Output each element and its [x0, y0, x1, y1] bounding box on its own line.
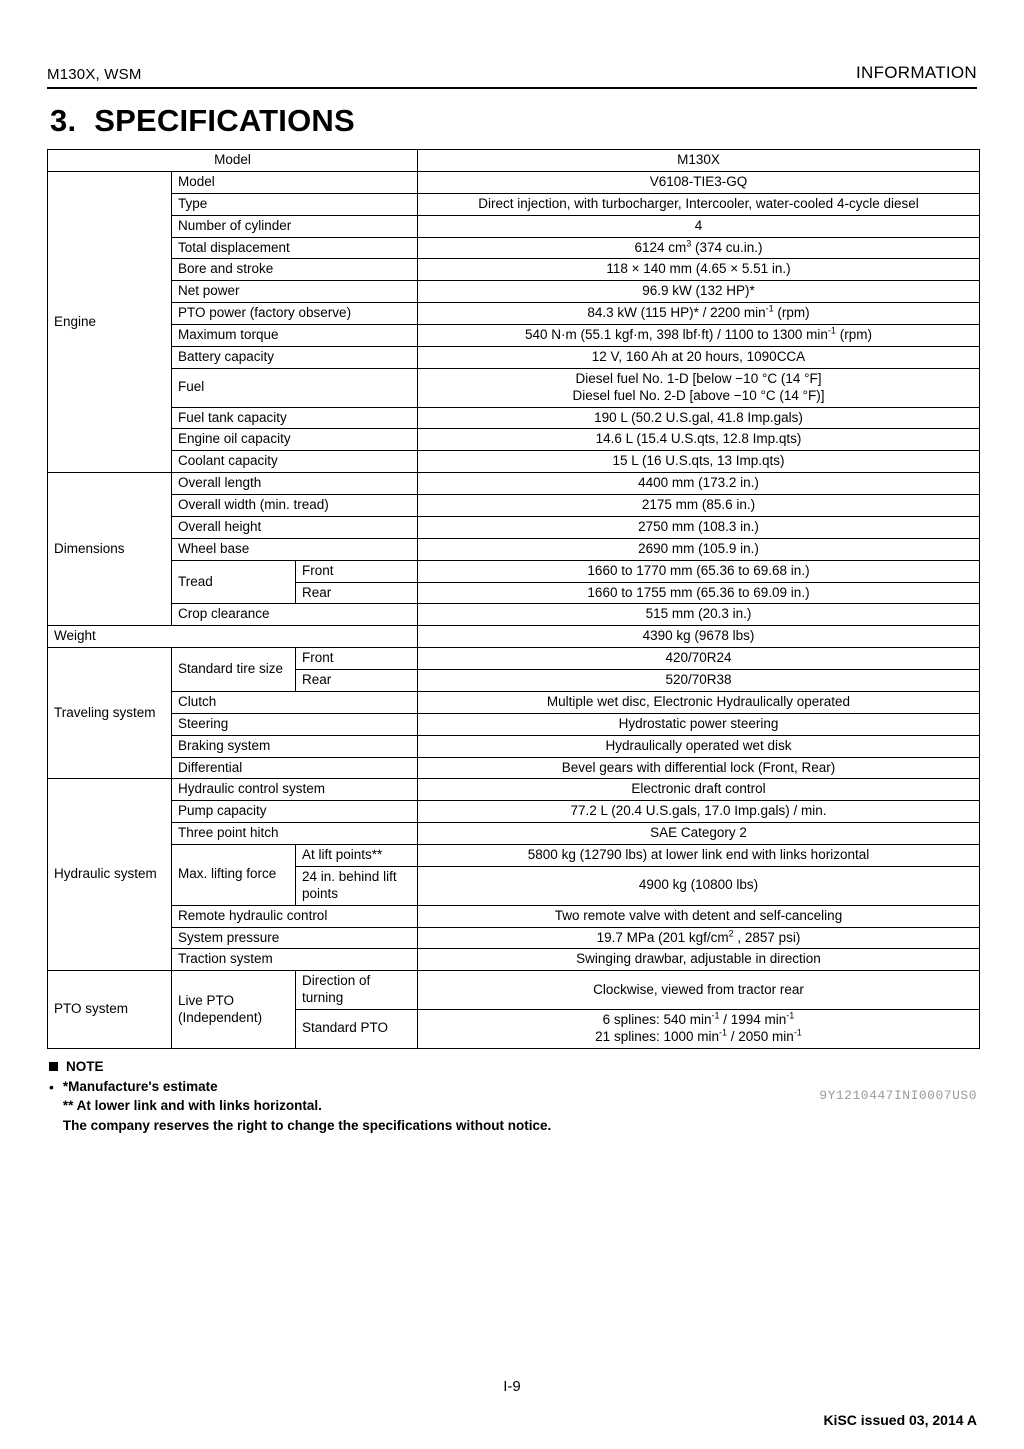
row-value-differential: Bevel gears with differential lock (Front, Rear) [418, 757, 980, 779]
note-content [49, 1077, 979, 1136]
page-number: I-9 [503, 1378, 521, 1395]
table-row [48, 823, 980, 845]
row-label-differential: Differential [172, 757, 418, 779]
row-label-pto-power: PTO power (factory observe) [172, 303, 418, 325]
table-row [48, 538, 980, 560]
table-row [48, 429, 980, 451]
row-value-tire-front: 420/70R24 [418, 648, 980, 670]
table-row [48, 215, 980, 237]
table-row [48, 171, 980, 193]
table-row [48, 495, 980, 517]
note-line-3: The company reserves the right to change the specifications without notice. [62, 1117, 552, 1133]
row-value-standard-pto [418, 1010, 980, 1049]
row-sublabel-behind-lift-points: 24 in. behind lift points [296, 866, 418, 905]
row-value-traction: Swinging drawbar, adjustable in direction [418, 949, 980, 971]
row-value-bore-stroke: 118 × 140 mm (4.65 × 5.51 in.) [418, 259, 980, 281]
group-label-engine: Engine [48, 171, 172, 472]
row-value-battery: 12 V, 160 Ah at 20 hours, 1090CCA [418, 346, 980, 368]
row-value-net-power: 96.9 kW (132 HP)* [418, 281, 980, 303]
row-value-displacement: 6124 $cm^3$ (374 cu.in.) [418, 237, 980, 259]
row-label-steering: Steering [172, 713, 418, 735]
row-value-weight: 4390 kg (9678 lbs) [418, 626, 980, 648]
row-value-max-torque: 540 N·m (55.1 kgf·m, 398 lbf·ft) / 1100 to 1300 $\min^{-1} (rpm)$ [418, 325, 980, 347]
table-row [48, 516, 980, 538]
table-row [48, 713, 980, 735]
table-header-model-label: Model [48, 150, 418, 172]
row-value-coolant: 15 L (16 U.S.qts, 13 Imp.qts) [418, 451, 980, 473]
row-value-clutch: Multiple wet disc, Electronic Hydraulically operated [418, 691, 980, 713]
row-sublabel-tire-front: Front [296, 648, 418, 670]
note-title-text: NOTE [66, 1058, 104, 1074]
row-label-displacement: Total displacement [172, 237, 418, 259]
square-bullet-icon [49, 1062, 58, 1071]
live-pto-line-2: (Independent) [178, 1009, 263, 1025]
table-row [48, 927, 980, 949]
header-section-label: INFORMATION [855, 63, 977, 82]
row-sublabel-at-lift-points: At lift points** [296, 845, 418, 867]
standard-pto-line-1: 6 splines: 540 $\min^{-1} / 1994$ $\min^{-1}$ [602, 1010, 795, 1027]
document-code: 9Y1210447INI0007US0 [819, 1088, 977, 1103]
row-label-lifting-force: Max. lifting force [172, 845, 296, 906]
row-sublabel-standard-pto: Standard PTO [296, 1010, 418, 1049]
table-row [48, 801, 980, 823]
row-value-at-lift-points: 5800 kg (12790 lbs) at lower link end with links horizontal [418, 845, 980, 867]
row-label-cylinders: Number of cylinder [172, 215, 418, 237]
standard-pto-line-2: 21 splines: 1000 $\min^{-1} / 2050$ $\min^{-1}$ [595, 1027, 802, 1044]
table-row [48, 604, 980, 626]
group-label-dimensions: Dimensions [48, 473, 172, 626]
row-label-overall-length: Overall length [172, 473, 418, 495]
row-label-live-pto [172, 971, 296, 1049]
page-title-text: SPECIFICATIONS [94, 103, 355, 138]
row-value-crop-clearance: 515 mm (20.3 in.) [418, 604, 980, 626]
row-label-fuel: Fuel [172, 368, 418, 407]
row-label-overall-width: Overall width (min. tread) [172, 495, 418, 517]
row-label-pump-capacity: Pump capacity [172, 801, 418, 823]
row-label-engine-oil: Engine oil capacity [172, 429, 418, 451]
row-value-fuel [418, 368, 980, 407]
fuel-line-2: Diesel fuel No. 2-D [above −10 °C (14 °F)] [572, 387, 825, 403]
group-label-weight: Weight [48, 626, 418, 648]
note-line-2: ** At lower link and with links horizontal. [62, 1098, 322, 1114]
table-row [48, 779, 980, 801]
row-label-system-pressure: System pressure [172, 927, 418, 949]
note-body [63, 1077, 551, 1136]
row-value-cylinders: 4 [418, 215, 980, 237]
note-line-1: *Manufacture's estimate [62, 1078, 218, 1094]
table-row [48, 451, 980, 473]
row-value-braking: Hydraulically operated wet disk [418, 735, 980, 757]
group-label-pto: PTO system [48, 971, 172, 1049]
row-label-wheel-base: Wheel base [172, 538, 418, 560]
table-row [48, 626, 980, 648]
table-row [48, 368, 980, 407]
row-value-engine-model: V6108-TIE3-GQ [418, 171, 980, 193]
table-row [48, 560, 980, 582]
row-value-pump-capacity: 77.2 L (20.4 U.S.gals, 17.0 Imp.gals) / min. [418, 801, 980, 823]
table-header-model-value: M130X [418, 150, 980, 172]
row-sublabel-tread-front: Front [296, 560, 418, 582]
table-row [48, 237, 980, 259]
row-sublabel-direction-of-turning [296, 971, 418, 1010]
row-value-three-point-hitch: SAE Category 2 [418, 823, 980, 845]
page-title [50, 103, 979, 139]
table-row [48, 905, 980, 927]
table-row [48, 971, 980, 1010]
footer-issue-note: KiSC issued 03, 2014 A [823, 1412, 977, 1428]
row-label-tire-size: Standard tire size [172, 648, 296, 692]
row-value-direction-of-turning: Clockwise, viewed from tractor rear [418, 971, 980, 1010]
row-label-battery: Battery capacity [172, 346, 418, 368]
row-value-tread-front: 1660 to 1770 mm (65.36 to 69.68 in.) [418, 560, 980, 582]
table-row [48, 648, 980, 670]
row-label-tread: Tread [172, 560, 296, 604]
row-value-pto-power: 84.3 kW (115 HP)* / 2200 $\min^{-1} (rpm)$ [418, 303, 980, 325]
bullet-icon: • [49, 1078, 54, 1095]
row-label-braking: Braking system [172, 735, 418, 757]
specifications-table [47, 149, 980, 1049]
row-label-fuel-tank: Fuel tank capacity [172, 407, 418, 429]
table-row [48, 735, 980, 757]
row-value-engine-oil: 14.6 L (15.4 U.S.qts, 12.8 Imp.qts) [418, 429, 980, 451]
row-label-hyd-control: Hydraulic control system [172, 779, 418, 801]
page-title-number: 3. [50, 103, 77, 138]
row-label-crop-clearance: Crop clearance [172, 604, 418, 626]
row-value-system-pressure: 19.7 MPa (201 kgf/$cm^2$ , 2857 psi) [418, 927, 980, 949]
row-label-engine-model: Model [172, 171, 418, 193]
row-value-overall-length: 4400 mm (173.2 in.) [418, 473, 980, 495]
table-row [48, 281, 980, 303]
group-label-traveling: Traveling system [48, 648, 172, 779]
row-value-steering: Hydrostatic power steering [418, 713, 980, 735]
table-row [48, 949, 980, 971]
row-label-net-power: Net power [172, 281, 418, 303]
table-row [48, 757, 980, 779]
direction-line-2: turning [302, 990, 344, 1006]
row-value-engine-type: Direct injection, with turbocharger, Intercooler, water-cooled 4-cycle diesel [418, 193, 980, 215]
group-label-hydraulic: Hydraulic system [48, 779, 172, 971]
row-label-coolant: Coolant capacity [172, 451, 418, 473]
row-value-tread-rear: 1660 to 1755 mm (65.36 to 69.09 in.) [418, 582, 980, 604]
row-sublabel-tread-rear: Rear [296, 582, 418, 604]
header-model-label: M130X, WSM [47, 66, 142, 83]
note-title [49, 1059, 979, 1074]
table-row [48, 193, 980, 215]
table-row [48, 346, 980, 368]
row-label-overall-height: Overall height [172, 516, 418, 538]
table-row [48, 303, 980, 325]
fuel-line-1: Diesel fuel No. 1-D [below −10 °C (14 °F] [575, 370, 822, 386]
row-value-behind-lift-points: 4900 kg (10800 lbs) [418, 866, 980, 905]
row-sublabel-tire-rear: Rear [296, 670, 418, 692]
table-row [48, 259, 980, 281]
row-label-clutch: Clutch [172, 691, 418, 713]
row-label-three-point-hitch: Three point hitch [172, 823, 418, 845]
row-value-hyd-control: Electronic draft control [418, 779, 980, 801]
table-row [48, 325, 980, 347]
row-value-fuel-tank: 190 L (50.2 U.S.gal, 41.8 Imp.gals) [418, 407, 980, 429]
row-label-engine-type: Type [172, 193, 418, 215]
row-label-max-torque: Maximum torque [172, 325, 418, 347]
row-label-traction: Traction system [172, 949, 418, 971]
row-value-remote-hydraulic: Two remote valve with detent and self-canceling [418, 905, 980, 927]
row-value-wheel-base: 2690 mm (105.9 in.) [418, 538, 980, 560]
row-label-bore-stroke: Bore and stroke [172, 259, 418, 281]
row-value-tire-rear: 520/70R38 [418, 670, 980, 692]
table-row [48, 845, 980, 867]
page-header [47, 0, 977, 89]
live-pto-line-1: Live PTO [178, 992, 235, 1008]
table-row [48, 407, 980, 429]
table-header-row [48, 150, 980, 172]
table-row [48, 473, 980, 495]
table-row [48, 691, 980, 713]
row-value-overall-width: 2175 mm (85.6 in.) [418, 495, 980, 517]
direction-line-1: Direction of [302, 973, 371, 989]
row-value-overall-height: 2750 mm (108.3 in.) [418, 516, 980, 538]
row-label-remote-hydraulic: Remote hydraulic control [172, 905, 418, 927]
